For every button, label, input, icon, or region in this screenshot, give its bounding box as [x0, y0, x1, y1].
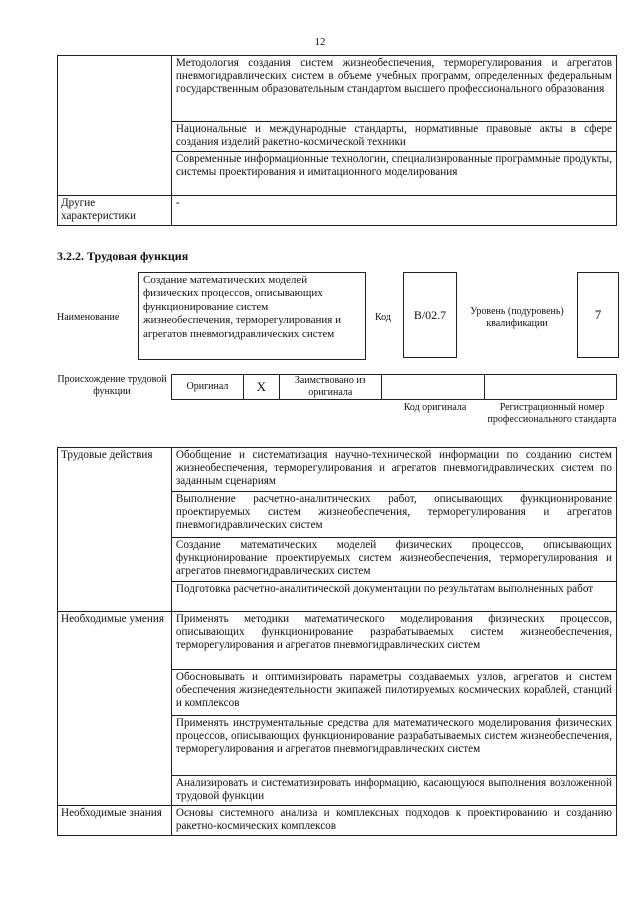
level-label: Уровень (подуровень) квалификации [470, 306, 564, 329]
other-characteristics-value: - [171, 196, 616, 226]
original-mark: X [243, 375, 279, 400]
section-title: 3.2.2. Трудовая функция [57, 249, 189, 263]
table-row: Выполнение расчетно-аналитических работ, описывающих функционирование проектируемых систем жизнеобеспечения, терморегулирования и агрегатов пневмогидравлических систем [171, 492, 616, 538]
required-knowledge-label: Необходимые знания [58, 806, 172, 836]
labor-actions-label: Трудовые действия [58, 448, 172, 612]
table-row: Применять инструментальные средства для математического моделирования физических процессов, описывающих функционирование разрабатываемых систем жизнеобеспечения, терморегулирования и агрегатов пневмогидравлических систем [171, 716, 616, 776]
function-name-box: Создание математических моделей физических процессов, описывающих функционирование систем жизнеобеспечения, терморегулирования и агрегатов пневмогидравлических систем [138, 272, 366, 360]
table-row: Основы системного анализа и комплексных подходов к проектированию и созданию ракетно-космических комплексов [171, 806, 616, 836]
page-number: 12 [314, 36, 326, 48]
table-row: Обосновывать и оптимизировать параметры создаваемых узлов, агрегатов и систем обеспечения жизнедеятельности экипажей пилотируемых космических кораблей, станций и комплексов [171, 670, 616, 716]
origin-table [171, 374, 617, 400]
table-row: Анализировать и систематизировать информацию, касающуюся выполнения возложенной трудовой функции [171, 776, 616, 806]
top-table-row: Современные информационные технологии, специализированные программные продукты, системы проектирования и имитационного моделирования [171, 152, 616, 196]
borrowed-label: Заимствовано из оригинала [279, 375, 381, 400]
other-characteristics-label: Другие характеристики [58, 196, 172, 226]
main-table [57, 447, 617, 836]
top-table-row: Национальные и международные стандарты, нормативные правовые акты в сфере создания изделий ракетно-космической техники [171, 122, 616, 152]
code-value-box: B/02.7 [403, 272, 457, 358]
code-label: Код [375, 312, 391, 323]
reg-number-caption: Регистрационный номер профессионального стандарта [487, 402, 617, 425]
name-label: Наименование [57, 312, 120, 323]
reg-number-cell [485, 375, 617, 400]
original-code-cell [381, 375, 485, 400]
table-row: Создание математических моделей физических процессов, описывающих функционирование проектируемых систем жизнеобеспечения, терморегулирования и агрегатов пневмогидравлических систем [171, 538, 616, 582]
origin-label: Происхождение трудовой функции [57, 374, 167, 397]
level-value-box: 7 [577, 272, 619, 358]
table-row: Применять методики математического моделирования физических процессов, описывающих функционирование разрабатываемых систем жизнеобеспечения, терморегулирования и агрегатов пневмогидравлических систем [171, 612, 616, 670]
required-skills-label: Необходимые умения [58, 612, 172, 806]
top-table [57, 55, 617, 226]
table-row: Подготовка расчетно-аналитической документации по результатам выполненных работ [171, 582, 616, 612]
original-label: Оригинал [172, 375, 244, 400]
top-table-row: Методология создания систем жизнеобеспечения, терморегулирования и агрегатов пневмогидравлических систем в объеме учебных программ, определенных федеральным государственным образовательным стандартом высшего профессионального образования [171, 56, 616, 122]
top-table-label-empty [58, 56, 172, 196]
table-row: Обобщение и систематизация научно-технической информации по созданию систем жизнеобеспечения, терморегулирования и агрегатов пневмогидравлических систем по заданным сценариям [171, 448, 616, 492]
code-original-caption: Код оригинала [403, 402, 467, 413]
